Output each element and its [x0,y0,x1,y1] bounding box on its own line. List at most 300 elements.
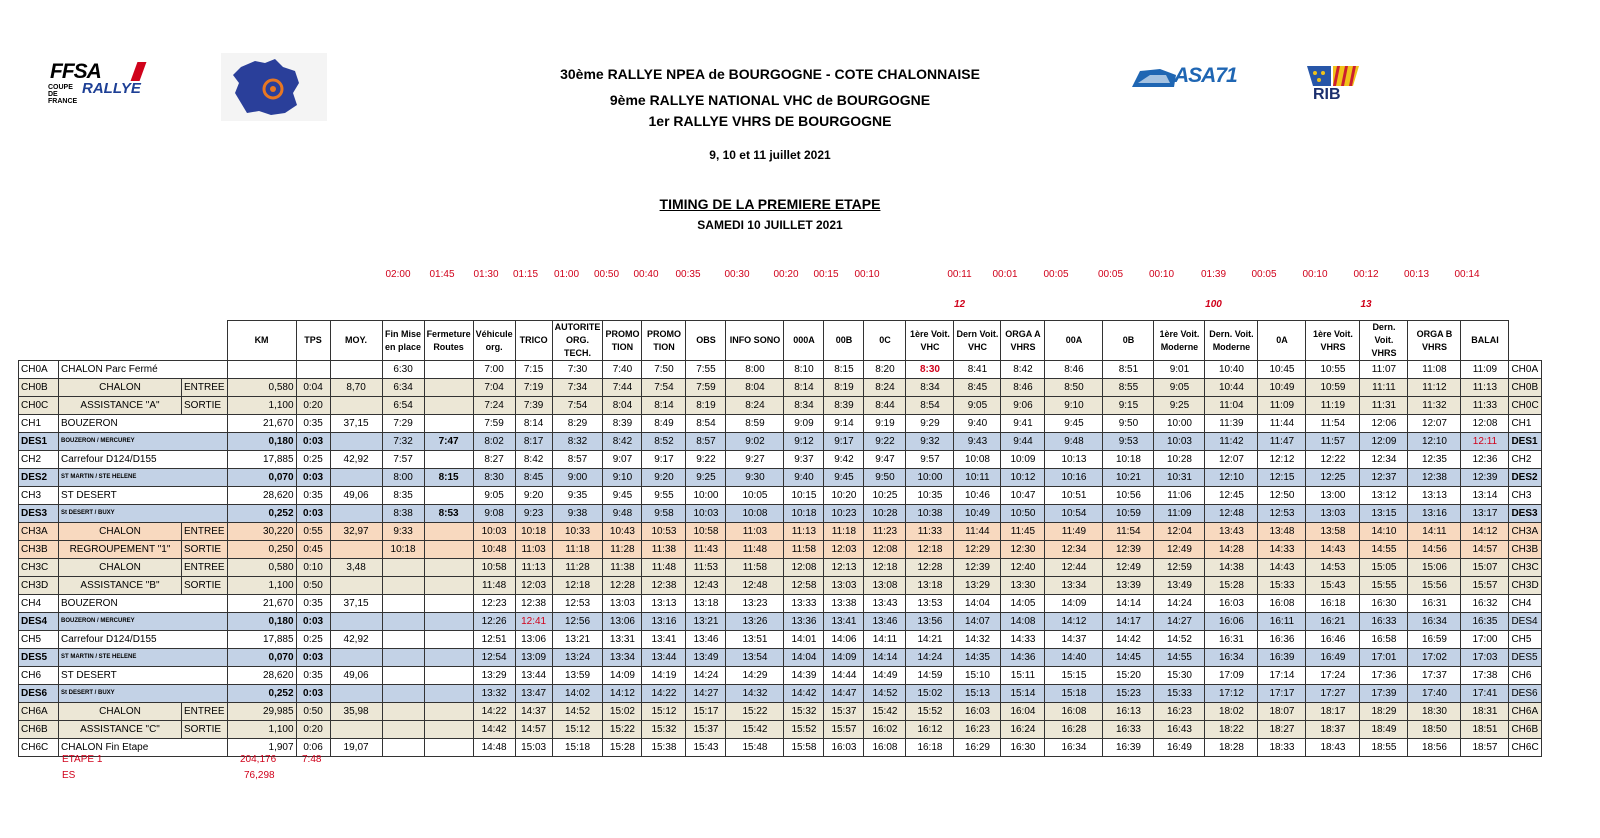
row-time: 14:08 [1001,613,1045,631]
row-time: 13:03 [1306,505,1360,523]
row-time: 16:08 [1258,595,1306,613]
row-time: 9:53 [1103,433,1154,451]
row-time: 12:36 [1461,451,1509,469]
row-time: 13:08 [864,577,906,595]
row-time: 15:22 [603,721,642,739]
row-time: 16:43 [1154,721,1205,739]
row-time: 6:54 [382,397,424,415]
row-time: 11:49 [1045,523,1103,541]
row-time: 9:47 [864,451,906,469]
gap-time [888,266,936,282]
row-time: 13:43 [864,595,906,613]
row-time: 11:38 [642,541,686,559]
row-time: 14:22 [473,703,515,721]
row-time: 7:55 [686,361,726,379]
row-time: 16:03 [954,703,1001,721]
row-time: 16:32 [1461,595,1509,613]
row-time [424,631,473,649]
row-time: 17:01 [1360,649,1408,667]
row-km: 0,580 [227,379,296,397]
row-tps: 0:03 [296,613,330,631]
row-time: 11:07 [1360,361,1408,379]
row-time: 10:18 [382,541,424,559]
row-time [382,631,424,649]
row-time: 9:43 [954,433,1001,451]
row-label: St DESERT / BUXY [59,685,228,703]
row-time: 7:00 [473,361,515,379]
row-time: 8:57 [552,451,603,469]
row-time: 11:12 [1408,379,1461,397]
row-time: 13:06 [515,631,552,649]
row-time: 9:55 [642,487,686,505]
row-time: 8:59 [726,415,784,433]
row-time: 14:05 [1001,595,1045,613]
row-time: 13:46 [686,631,726,649]
row-moy: 19,07 [330,739,382,757]
row-time: 8:34 [784,397,824,415]
row-time: 14:12 [603,685,642,703]
row-time: 16:04 [1001,703,1045,721]
row-time [424,415,473,433]
row-time [382,721,424,739]
row-time: 11:43 [686,541,726,559]
row-time: 11:45 [1001,523,1045,541]
row-time: 10:58 [686,523,726,541]
table-row [19,721,1542,739]
row-time: 8:45 [954,379,1001,397]
row-time [424,685,473,703]
summary-etape-time: 7:48 [302,754,322,765]
table-row [19,487,1542,505]
table-row [19,415,1542,433]
row-time: 7:59 [686,379,726,397]
row-label: ST DESERT [59,487,228,505]
row-time [424,739,473,757]
row-time: 10:38 [906,505,954,523]
row-km: 1,100 [227,397,296,415]
row-time: 11:47 [1258,433,1306,451]
row-tps: 0:50 [296,703,330,721]
row-time: 12:15 [1258,469,1306,487]
row-time: 12:39 [1103,541,1154,559]
row-time: 14:21 [906,631,954,649]
row-moy [330,505,382,523]
row-time: 8:32 [552,433,603,451]
row-time: 16:23 [1154,703,1205,721]
row-time: 16:31 [1408,595,1461,613]
table-row [19,703,1542,721]
row-tps: 0:35 [296,595,330,613]
row-time: 16:11 [1258,613,1306,631]
row-time: 12:10 [1408,433,1461,451]
row-time: 14:06 [824,631,864,649]
row-time: 9:48 [603,505,642,523]
row-time: 10:49 [954,505,1001,523]
row-time: 9:25 [1154,397,1205,415]
row-label: ST MARTIN / STE HELENE [59,469,228,487]
row-time: 8:29 [552,415,603,433]
row-time: 15:37 [686,721,726,739]
row-time: 16:18 [906,739,954,757]
row-time: 14:09 [824,649,864,667]
row-time: 13:47 [515,685,552,703]
row-time: 9:17 [642,451,686,469]
table-header-row [19,321,1542,361]
row-time [424,595,473,613]
row-tps: 0:35 [296,415,330,433]
row-code: CH6A [19,703,59,721]
row-time: 11:32 [1408,397,1461,415]
row-time [382,613,424,631]
row-time: 11:58 [726,559,784,577]
row-time: 13:41 [642,631,686,649]
row-time: 13:41 [824,613,864,631]
row-time: 16:24 [1001,721,1045,739]
row-time: 15:48 [726,739,784,757]
row-time: 11:23 [864,523,906,541]
row-km: 21,670 [227,415,296,433]
row-time: 14:52 [1154,631,1205,649]
row-time: 14:10 [1360,523,1408,541]
row-time: 10:31 [1154,469,1205,487]
row-time: 17:00 [1461,631,1509,649]
row-time: 9:27 [726,451,784,469]
row-time: 9:09 [784,415,824,433]
row-time: 15:07 [1461,559,1509,577]
row-time: 13:21 [552,631,603,649]
row-time: 13:06 [603,613,642,631]
row-time: 13:53 [906,595,954,613]
row-time: 10:12 [1001,469,1045,487]
row-time: 14:14 [1103,595,1154,613]
row-time: 18:31 [1461,703,1509,721]
row-time: 14:33 [1001,631,1045,649]
gap-time: 00:40 [633,268,659,280]
row-km: 0,250 [227,541,296,559]
row-tps: 0:03 [296,433,330,451]
row-km: 28,620 [227,487,296,505]
row-time: 16:39 [1103,739,1154,757]
row-time: 13:26 [726,613,784,631]
row-time [424,721,473,739]
gap-time: 00:12 [1353,268,1379,280]
row-time: 18:33 [1258,739,1306,757]
row-time: 16:03 [1205,595,1258,613]
row-time: 8:04 [603,397,642,415]
row-time: 12:37 [1360,469,1408,487]
row-time: 10:05 [726,487,784,505]
row-time: 9:20 [642,469,686,487]
row-time: 10:03 [473,523,515,541]
row-time: 12:06 [1360,415,1408,433]
row-time: 16:35 [1461,613,1509,631]
row-time: 12:49 [1154,541,1205,559]
row-time: 7:59 [473,415,515,433]
row-time: 9:05 [473,487,515,505]
row-time: 15:42 [726,721,784,739]
table-row [19,541,1542,559]
row-time: 8:46 [1001,379,1045,397]
row-time: 13:54 [726,649,784,667]
row-time: 18:07 [1258,703,1306,721]
row-time [382,649,424,667]
row-tps: 0:20 [296,721,330,739]
row-time: 18:29 [1360,703,1408,721]
row-moy: 37,15 [330,595,382,613]
row-tps: 0:25 [296,451,330,469]
row-end-code: DES5 [1509,649,1541,667]
row-time: 9:06 [1001,397,1045,415]
row-time: 12:04 [1154,523,1205,541]
row-time: 14:12 [1461,523,1509,541]
row-time: 12:58 [784,577,824,595]
row-moy: 49,06 [330,667,382,685]
row-label: REGROUPEMENT "1" [59,541,182,559]
row-time: 13:31 [603,631,642,649]
row-time: 16:58 [1360,631,1408,649]
gap-time: 01:39 [1200,268,1227,280]
gap-time: 00:10 [854,268,880,280]
row-time [424,703,473,721]
row-time: 12:28 [906,559,954,577]
row-km: 30,220 [227,523,296,541]
row-time: 15:05 [1360,559,1408,577]
row-time: 13:13 [1408,487,1461,505]
row-time: 13:16 [642,613,686,631]
table-row [19,667,1542,685]
row-time: 8:30 [473,469,515,487]
table-row [19,505,1542,523]
row-time: 12:56 [552,613,603,631]
row-time: 15:33 [1258,577,1306,595]
row-time: 13:09 [515,649,552,667]
row-time: 15:18 [1045,685,1103,703]
row-time: 17:37 [1408,667,1461,685]
row-km: 0,252 [227,505,296,523]
row-time: 7:39 [515,397,552,415]
header-time-col: 00A [1045,321,1103,361]
row-time: 9:37 [784,451,824,469]
gap-time: 00:10 [1302,268,1328,280]
row-code: CH3D [19,577,59,595]
row-time: 17:12 [1205,685,1258,703]
row-time [424,361,473,379]
row-time: 16:08 [1045,703,1103,721]
row-time: 17:27 [1306,685,1360,703]
row-time: 9:33 [382,523,424,541]
row-time: 14:57 [1461,541,1509,559]
row-moy [330,469,382,487]
gap-time: 00:14 [1454,268,1480,280]
vhc-count: 12 [953,299,966,310]
row-time: 12:49 [1103,559,1154,577]
row-label: CHALON [59,523,182,541]
header-time-col: Fin Mise en place [382,321,424,361]
row-time: 11:54 [1103,523,1154,541]
row-time: 15:33 [1154,685,1205,703]
row-sub: ENTREE [182,559,228,577]
row-time: 13:21 [686,613,726,631]
row-time: 17:39 [1360,685,1408,703]
row-time: 12:35 [1408,451,1461,469]
row-time: 14:17 [1103,613,1154,631]
row-time: 7:54 [552,397,603,415]
row-time: 14:57 [515,721,552,739]
row-time: 8:35 [382,487,424,505]
row-time: 15:56 [1408,577,1461,595]
row-time: 8:14 [642,397,686,415]
row-time: 16:13 [1103,703,1154,721]
row-time: 15:20 [1103,667,1154,685]
row-time: 12:38 [515,595,552,613]
row-time: 11:33 [1461,397,1509,415]
header-time-col: 1ère Voit. VHRS [1306,321,1360,361]
row-time: 14:47 [824,685,864,703]
table-row [19,433,1542,451]
row-time: 14:59 [906,667,954,685]
row-time: 12:12 [1258,451,1306,469]
row-end-code: CH6B [1509,721,1541,739]
row-time: 12:39 [1461,469,1509,487]
car-count-row [18,298,1491,311]
row-time: 12:09 [1360,433,1408,451]
row-time [424,451,473,469]
row-time: 10:45 [1258,361,1306,379]
row-sub: SORTIE [182,721,228,739]
gap-time: 00:05 [1251,268,1277,280]
row-time: 16:12 [906,721,954,739]
row-time: 10:18 [784,505,824,523]
row-time: 13:43 [1205,523,1258,541]
row-time: 9:25 [686,469,726,487]
row-km [227,361,296,379]
row-time: 13:03 [603,595,642,613]
row-time: 18:55 [1360,739,1408,757]
row-time: 7:32 [382,433,424,451]
header-end-blank [1509,321,1541,361]
row-time: 8:02 [473,433,515,451]
row-time: 16:29 [954,739,1001,757]
row-time: 14:32 [726,685,784,703]
row-time: 14:27 [1154,613,1205,631]
row-time: 13:24 [552,649,603,667]
row-time: 10:44 [1205,379,1258,397]
row-time: 15:57 [1461,577,1509,595]
row-tps: 0:03 [296,469,330,487]
row-time: 16:30 [1360,595,1408,613]
row-time: 9:40 [954,415,1001,433]
row-time: 7:40 [603,361,642,379]
row-time: 18:43 [1306,739,1360,757]
row-km: 17,885 [227,631,296,649]
row-time: 14:28 [1205,541,1258,559]
header-time-col: Dern. Voit. Moderne [1205,321,1258,361]
row-time: 11:54 [1306,415,1360,433]
row-time: 9:10 [1045,397,1103,415]
row-time: 15:42 [864,703,906,721]
row-time: 14:43 [1258,559,1306,577]
row-time: 8:15 [824,361,864,379]
row-tps: 0:35 [296,667,330,685]
row-time: 18:02 [1205,703,1258,721]
row-time: 14:24 [686,667,726,685]
row-time: 7:29 [382,415,424,433]
row-time: 8:39 [603,415,642,433]
row-time: 17:03 [1461,649,1509,667]
row-moy: 3,48 [330,559,382,577]
row-time: 8:24 [864,379,906,397]
row-time: 9:00 [552,469,603,487]
row-time [382,559,424,577]
row-end-code: CH5 [1509,631,1541,649]
row-time: 17:24 [1306,667,1360,685]
header-time-col: INFO SONO [726,321,784,361]
row-code: CH1 [19,415,59,433]
row-sub: SORTIE [182,577,228,595]
header-moy: MOY. [330,321,382,361]
header-time-col: 1ère Voit. VHC [906,321,954,361]
row-end-code: CH6 [1509,667,1541,685]
row-time: 14:11 [1408,523,1461,541]
row-time: 12:18 [864,559,906,577]
row-moy [330,577,382,595]
header-time-col: ORGA A VHRS [1001,321,1045,361]
row-time: 13:59 [552,667,603,685]
row-time: 10:18 [1103,451,1154,469]
row-code: CH0A [19,361,59,379]
row-time: 11:13 [784,523,824,541]
row-time: 12:41 [515,613,552,631]
row-end-code: CH4 [1509,595,1541,613]
row-code: DES4 [19,613,59,631]
row-time: 15:23 [1103,685,1154,703]
row-time: 9:58 [642,505,686,523]
row-time: 10:13 [1045,451,1103,469]
row-time: 14:42 [1103,631,1154,649]
row-time: 11:28 [603,541,642,559]
row-time: 14:52 [864,685,906,703]
row-time: 15:52 [906,703,954,721]
row-code: CH5 [19,631,59,649]
row-time: 11:31 [1360,397,1408,415]
header-time-col: OBS [686,321,726,361]
row-code: CH6 [19,667,59,685]
row-time: 8:38 [382,505,424,523]
row-time: 9:05 [954,397,1001,415]
row-time: 7:50 [642,361,686,379]
row-time: 9:20 [515,487,552,505]
row-time: 10:35 [906,487,954,505]
row-end-code: CH3A [1509,523,1541,541]
row-label: CHALON [59,703,182,721]
row-time: 10:43 [603,523,642,541]
row-time: 18:30 [1408,703,1461,721]
row-time: 15:17 [686,703,726,721]
row-time: 8:04 [726,379,784,397]
row-time: 14:27 [686,685,726,703]
row-time: 12:07 [1205,451,1258,469]
row-time: 16:34 [1408,613,1461,631]
row-time: 14:22 [642,685,686,703]
row-time: 10:20 [824,487,864,505]
row-time: 8:52 [642,433,686,451]
row-time: 16:34 [1045,739,1103,757]
row-time: 14:52 [552,703,603,721]
row-km: 0,070 [227,469,296,487]
row-time [382,595,424,613]
title-rallye-vhrs: 1er RALLYE VHRS DE BOURGOGNE [648,113,892,129]
row-time: 8:17 [515,433,552,451]
